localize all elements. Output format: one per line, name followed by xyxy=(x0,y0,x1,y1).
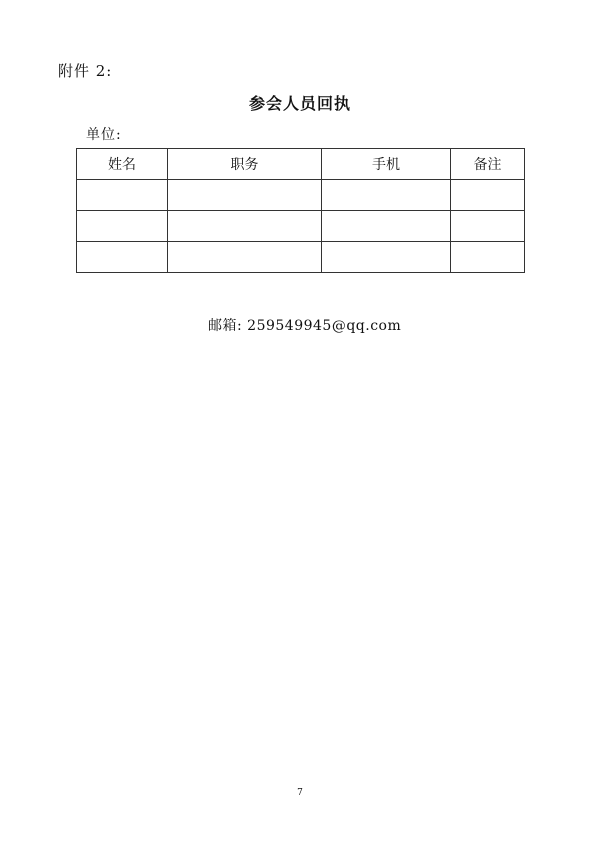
cell-name xyxy=(77,180,168,211)
cell-phone xyxy=(322,180,451,211)
cell-remarks xyxy=(451,180,525,211)
table-row xyxy=(77,211,525,242)
table-row xyxy=(77,180,525,211)
page-title: 参会人员回执 xyxy=(248,94,351,113)
page-number: 7 xyxy=(297,788,303,798)
attendee-table xyxy=(76,148,525,273)
cell-position xyxy=(168,242,322,273)
cell-name xyxy=(77,242,168,273)
header-remarks: 备注 xyxy=(451,149,525,180)
email-line: 邮箱: 259549945@qq.com xyxy=(208,318,402,334)
header-position: 职务 xyxy=(168,149,322,180)
table-header-row xyxy=(77,149,525,180)
cell-phone xyxy=(322,211,451,242)
cell-remarks xyxy=(451,242,525,273)
table-row xyxy=(77,242,525,273)
cell-name xyxy=(77,211,168,242)
header-phone: 手机 xyxy=(322,149,451,180)
header-name: 姓名 xyxy=(77,149,168,180)
cell-phone xyxy=(322,242,451,273)
unit-label: 单位: xyxy=(86,127,122,143)
attachment-label: 附件 2: xyxy=(58,62,113,80)
cell-remarks xyxy=(451,211,525,242)
cell-position xyxy=(168,211,322,242)
cell-position xyxy=(168,180,322,211)
